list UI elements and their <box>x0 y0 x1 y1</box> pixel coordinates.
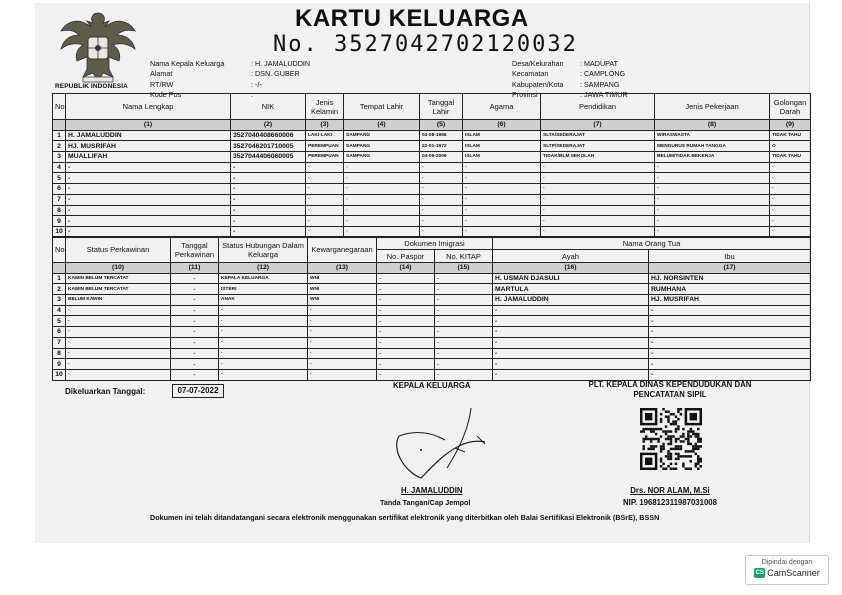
table-cell: - <box>66 359 171 370</box>
table-row <box>53 327 811 338</box>
table-cell: - <box>655 184 770 195</box>
signature-label: Tanda Tangan/Cap Jempol <box>380 498 471 507</box>
table-row <box>53 216 811 227</box>
table-cell: 6 <box>53 327 66 338</box>
table-row <box>53 194 811 205</box>
table-cell: 5 <box>53 173 66 184</box>
col-header-nik: NIK <box>231 94 306 120</box>
table-cell: - <box>463 173 541 184</box>
table-cell: WNI <box>308 273 377 284</box>
table-cell: (12) <box>219 263 308 274</box>
table-cell: - <box>344 226 420 237</box>
table-cell: 5 <box>53 316 66 327</box>
table-cell: - <box>493 348 649 359</box>
col-header-no: No <box>53 237 66 263</box>
family-card-document <box>35 3 810 543</box>
index-row <box>53 263 811 274</box>
table-cell: - <box>463 216 541 227</box>
table-cell: 1 <box>53 130 66 141</box>
table-cell: (1) <box>66 120 231 131</box>
table-cell: - <box>219 369 308 380</box>
table-cell: - <box>649 305 811 316</box>
table-cell: - <box>344 194 420 205</box>
table-row <box>53 184 811 195</box>
table-cell: - <box>463 184 541 195</box>
table-cell: - <box>306 194 344 205</box>
table-cell: SLTP/SEDERAJAT <box>541 141 655 152</box>
info-value: : SAMPANG <box>580 79 620 89</box>
table-cell: - <box>66 337 171 348</box>
table-cell: - <box>655 194 770 205</box>
signature-icon <box>385 406 515 486</box>
qr-code-icon <box>640 408 702 470</box>
table-cell: - <box>541 194 655 205</box>
table-cell: 6 <box>53 184 66 195</box>
table-cell: - <box>649 369 811 380</box>
table-cell: - <box>493 305 649 316</box>
table-cell: - <box>435 273 493 284</box>
table-cell: (14) <box>377 263 435 274</box>
table-cell: 10 <box>53 226 66 237</box>
table-cell: KAWIN BELUM TERCATAT <box>66 273 171 284</box>
table-cell: - <box>770 162 811 173</box>
info-label: Nama Kepala Keluarga <box>150 59 225 68</box>
table-cell: - <box>649 348 811 359</box>
table-cell: - <box>770 194 811 205</box>
info-value: : MADUPAT <box>580 59 619 68</box>
table-cell: (16) <box>493 263 649 274</box>
document-title: KARTU KELUARGA <box>295 5 529 32</box>
camscanner-watermark <box>745 555 829 585</box>
col-header-ibu: Ibu <box>649 250 811 263</box>
table-row <box>53 162 811 173</box>
info-label: Kabupaten/Kota <box>512 79 564 89</box>
table-cell: - <box>377 284 435 295</box>
table-cell: - <box>649 316 811 327</box>
official-nip: NIP. 196812311987031008 <box>623 498 717 507</box>
table-cell: 3 <box>53 295 66 306</box>
table-cell: - <box>66 173 231 184</box>
col-header-status-hubungan: Status Hubungan Dalam Keluarga <box>219 237 308 263</box>
table-cell: - <box>306 162 344 173</box>
info-value: : -/- <box>251 79 262 89</box>
table-cell: HJ. NORSINTEN <box>649 273 811 284</box>
table-cell: SLTA/SEDERAJAT <box>541 130 655 141</box>
table-cell: - <box>649 327 811 338</box>
table-cell: (13) <box>308 263 377 274</box>
table-cell: (15) <box>435 263 493 274</box>
table-cell: (6) <box>463 120 541 131</box>
table-cell: O <box>770 141 811 152</box>
table-cell: - <box>463 194 541 205</box>
table-cell: TIDAK TAHU <box>770 152 811 163</box>
table-cell: - <box>493 369 649 380</box>
table-row <box>53 359 811 370</box>
table-cell: BELUM KAWIN <box>66 295 171 306</box>
col-header-golongan-darah: Golongan Darah <box>770 94 811 120</box>
table-cell: - <box>377 295 435 306</box>
table-cell: - <box>655 226 770 237</box>
table-cell: - <box>493 327 649 338</box>
table-cell: - <box>435 284 493 295</box>
table-cell: 7 <box>53 337 66 348</box>
table-cell: - <box>231 226 306 237</box>
table-cell: - <box>171 284 219 295</box>
info-value: : CAMPLONG <box>580 69 626 79</box>
table-cell: - <box>541 226 655 237</box>
table-cell: - <box>420 162 463 173</box>
table-cell: (10) <box>66 263 171 274</box>
table-row <box>53 348 811 359</box>
table-row <box>53 295 811 306</box>
table-cell: - <box>66 184 231 195</box>
table-cell: - <box>231 162 306 173</box>
col-header-ayah: Ayah <box>493 250 649 263</box>
table-cell: - <box>344 184 420 195</box>
table-cell: - <box>219 337 308 348</box>
watermark-brand <box>746 568 828 578</box>
table-cell: - <box>219 359 308 370</box>
col-header-paspor: No. Paspor <box>377 250 435 263</box>
table-cell: - <box>463 226 541 237</box>
table-cell: 3527040408660006 <box>231 130 306 141</box>
table-cell: 7 <box>53 194 66 205</box>
table-cell: - <box>66 205 231 216</box>
table-cell: - <box>377 337 435 348</box>
table-cell: - <box>171 295 219 306</box>
table-cell: - <box>171 369 219 380</box>
table-cell: - <box>231 205 306 216</box>
info-label: Alamat <box>150 69 173 79</box>
table-cell: H. JAMALUDDIN <box>66 130 231 141</box>
table-cell: MARTULA <box>493 284 649 295</box>
table-cell <box>53 263 66 274</box>
official-name: Drs. NOR ALAM, M.Si <box>630 486 710 495</box>
table-cell: 22-01-1972 <box>420 141 463 152</box>
table-cell: - <box>171 305 219 316</box>
table-cell: - <box>344 216 420 227</box>
col-header-dokumen-imigrasi: Dokumen Imigrasi <box>377 237 493 250</box>
table-cell: TIDAK/BLM SEKOLAH <box>541 152 655 163</box>
table-row <box>53 316 811 327</box>
table-cell: ANAK <box>219 295 308 306</box>
table-row <box>53 305 811 316</box>
table-cell: - <box>66 327 171 338</box>
table-cell: - <box>308 337 377 348</box>
table-cell: - <box>420 216 463 227</box>
table-cell: - <box>171 327 219 338</box>
table-cell: 2 <box>53 141 66 152</box>
table-cell: - <box>377 369 435 380</box>
table-cell: 1 <box>53 273 66 284</box>
table-cell: - <box>306 173 344 184</box>
table-cell: SAMPANG <box>344 141 420 152</box>
info-value: : JAWA TIMUR <box>580 89 628 99</box>
table-cell: HJ. MUSRIFAH <box>649 295 811 306</box>
table-cell: - <box>377 359 435 370</box>
table-cell: 4 <box>53 305 66 316</box>
table-cell: - <box>541 184 655 195</box>
table-cell: 9 <box>53 359 66 370</box>
table-cell: (4) <box>344 120 420 131</box>
table-cell: ISLAM <box>463 152 541 163</box>
table-row <box>53 273 811 284</box>
table-cell: (17) <box>649 263 811 274</box>
table-cell: 3527046201710005 <box>231 141 306 152</box>
col-header-agama: Agama <box>463 94 541 120</box>
table-cell: PEREMPUAN <box>306 141 344 152</box>
table-cell: 2 <box>53 284 66 295</box>
table-cell: - <box>171 359 219 370</box>
table-cell: - <box>541 205 655 216</box>
table-cell: - <box>463 162 541 173</box>
table-row <box>53 130 811 141</box>
col-header-tanggal-perkawinan: Tanggal Perkawinan <box>171 237 219 263</box>
index-row <box>53 120 811 131</box>
table-cell: - <box>231 184 306 195</box>
table-cell: 4 <box>53 162 66 173</box>
table-cell: RUMHANA <box>649 284 811 295</box>
table-cell: - <box>649 359 811 370</box>
table-cell: - <box>420 184 463 195</box>
card-number: No. 3527042702120032 <box>273 32 578 57</box>
col-header-no: No <box>53 94 66 120</box>
table-cell: 8 <box>53 348 66 359</box>
table-cell: - <box>231 216 306 227</box>
camscanner-logo-icon: CS <box>755 570 764 576</box>
col-header-tanggal-lahir: Tanggal Lahir <box>420 94 463 120</box>
table-row <box>53 152 811 163</box>
table-cell: (5) <box>420 120 463 131</box>
issued-label: Dikeluarkan Tanggal: <box>65 387 146 396</box>
table-cell: (7) <box>541 120 655 131</box>
table-cell: - <box>435 348 493 359</box>
table-cell: - <box>420 194 463 205</box>
table-cell <box>53 120 66 131</box>
official-title: PLT. KEPALA DINAS KEPENDUDUKAN DAN PENCATATAN SIPIL <box>588 380 752 399</box>
watermark-line1: Dipindai dengan <box>761 559 813 566</box>
table-cell: - <box>655 205 770 216</box>
table-cell: (3) <box>306 120 344 131</box>
table-cell: - <box>231 194 306 205</box>
info-label: Provinsi <box>512 89 538 99</box>
table-cell: - <box>171 316 219 327</box>
table-cell: - <box>344 173 420 184</box>
table-cell: - <box>435 337 493 348</box>
table-cell: - <box>420 226 463 237</box>
table-cell: SAMPANG <box>344 130 420 141</box>
table-cell: WNI <box>308 295 377 306</box>
table-cell: WIRASWASTA <box>655 130 770 141</box>
table-cell: - <box>420 205 463 216</box>
table-cell: - <box>308 316 377 327</box>
table-cell: KAWIN BELUM TERCATAT <box>66 284 171 295</box>
table-cell: BELUM/TIDAK BEKERJA <box>655 152 770 163</box>
table-cell: 8 <box>53 205 66 216</box>
table-cell: 10 <box>53 369 66 380</box>
table-cell: - <box>219 305 308 316</box>
table-cell: - <box>377 273 435 284</box>
table-cell: 04-08-1966 <box>420 130 463 141</box>
table-cell: (9) <box>770 120 811 131</box>
table-cell: - <box>541 173 655 184</box>
table-cell: - <box>770 216 811 227</box>
table-cell: H. USMAN DJASULI <box>493 273 649 284</box>
table-cell: - <box>655 162 770 173</box>
col-header-tempat-lahir: Tempat Lahir <box>344 94 420 120</box>
info-label: Kecamatan <box>512 69 549 79</box>
table-cell: - <box>435 359 493 370</box>
table-cell: - <box>306 184 344 195</box>
info-label: Desa/Kelurahan <box>512 59 564 68</box>
table-cell: - <box>66 162 231 173</box>
table-cell: - <box>66 369 171 380</box>
table-cell: MENGURUS RUMAH TANGGA <box>655 141 770 152</box>
table-cell: ISTERI <box>219 284 308 295</box>
table-cell: - <box>435 305 493 316</box>
table-cell: - <box>219 316 308 327</box>
table-cell: - <box>420 173 463 184</box>
table-cell: (11) <box>171 263 219 274</box>
table-cell: - <box>770 184 811 195</box>
table-cell: TIDAK TAHU <box>770 130 811 141</box>
watermark-line2: CamScanner <box>767 568 820 578</box>
col-header-pendidikan: Pendidikan <box>541 94 655 120</box>
republic-label: REPUBLIK INDONESIA <box>55 83 128 90</box>
table-cell: HJ. MUSRIFAH <box>66 141 231 152</box>
col-header-jenis-kelamin: Jenis Kelamin <box>306 94 344 120</box>
table-cell: - <box>377 348 435 359</box>
table-row <box>53 141 811 152</box>
col-header-kewarganegaraan: Kewarganegaraan <box>308 237 377 263</box>
table-cell: - <box>66 216 231 227</box>
info-value: : H. JAMALUDDIN <box>251 59 311 68</box>
table-cell: (8) <box>655 120 770 131</box>
table-cell: - <box>308 369 377 380</box>
table-row <box>53 284 811 295</box>
table-cell: - <box>493 337 649 348</box>
table-row <box>53 173 811 184</box>
col-header-kitap: No. KITAP <box>435 250 493 263</box>
table-row <box>53 369 811 380</box>
table-cell: - <box>66 305 171 316</box>
electronic-signature-note: Dokumen ini telah ditandatangani secara elektronik menggunakan sertifikat elektronik yang diterbitkan oleh Balai Sertifikasi Elektronik (BSrE), BSSN <box>150 513 660 522</box>
table-cell: - <box>306 216 344 227</box>
table-row <box>53 337 811 348</box>
col-header-nama: Nama Lengkap <box>66 94 231 120</box>
info-value: : DSN. GUBER <box>251 69 300 79</box>
table-cell: - <box>306 205 344 216</box>
table-cell: (2) <box>231 120 306 131</box>
family-head-title: KEPALA KELUARGA <box>393 381 471 390</box>
col-header-pekerjaan: Jenis Pekerjaan <box>655 94 770 120</box>
table-cell: 9 <box>53 216 66 227</box>
table-cell: - <box>308 327 377 338</box>
table-cell: - <box>770 205 811 216</box>
table-cell: PEREMPUAN <box>306 152 344 163</box>
table-cell: - <box>655 216 770 227</box>
family-head-name: H. JAMALUDDIN <box>401 486 463 495</box>
table-cell: - <box>770 173 811 184</box>
table-cell: KEPALA KELUARGA <box>219 273 308 284</box>
table-cell: LAKI-LAKI <box>306 130 344 141</box>
table-cell: - <box>435 316 493 327</box>
table-cell: - <box>171 348 219 359</box>
table-cell: MUALLIFAH <box>66 152 231 163</box>
table-cell: - <box>66 226 231 237</box>
table-cell: - <box>493 359 649 370</box>
info-value: : <box>251 89 253 99</box>
table-cell: - <box>171 273 219 284</box>
table-cell: - <box>541 216 655 227</box>
table-cell: - <box>219 327 308 338</box>
table-cell: - <box>231 173 306 184</box>
official-signature-block <box>605 485 735 509</box>
table-cell: ISLAM <box>463 130 541 141</box>
table-cell: - <box>493 316 649 327</box>
table-cell: - <box>344 205 420 216</box>
table-row <box>53 205 811 216</box>
table-cell: 04-06-2006 <box>420 152 463 163</box>
table-cell: - <box>219 348 308 359</box>
table-cell: 3527044406060005 <box>231 152 306 163</box>
table-cell: - <box>435 327 493 338</box>
table-cell: - <box>308 305 377 316</box>
table-cell: - <box>770 226 811 237</box>
table-cell: - <box>306 226 344 237</box>
table-cell: - <box>435 295 493 306</box>
issued-date: 07-07-2022 <box>172 384 224 398</box>
table-cell: - <box>308 359 377 370</box>
table-cell: - <box>435 369 493 380</box>
table-cell: - <box>377 327 435 338</box>
table-cell: WNI <box>308 284 377 295</box>
table-cell: ISLAM <box>463 141 541 152</box>
table-cell: - <box>66 348 171 359</box>
table-cell: SAMPANG <box>344 152 420 163</box>
table-cell: - <box>377 305 435 316</box>
table-cell: - <box>655 173 770 184</box>
table-cell: - <box>463 205 541 216</box>
table-cell: - <box>66 316 171 327</box>
info-label: Kode Pos <box>150 89 182 99</box>
col-header-orang-tua: Nama Orang Tua <box>493 237 811 250</box>
table-cell: - <box>377 316 435 327</box>
garuda-emblem-icon <box>57 7 139 87</box>
family-members-table <box>52 89 811 238</box>
table-cell: 3 <box>53 152 66 163</box>
col-header-status-perkawinan: Status Perkawinan <box>66 237 171 263</box>
family-status-table <box>52 236 811 381</box>
table-cell: - <box>541 162 655 173</box>
table-cell: H. JAMALUDDIN <box>493 295 649 306</box>
table-cell: - <box>649 337 811 348</box>
table-cell: - <box>344 162 420 173</box>
table-cell: - <box>66 194 231 205</box>
table-cell: - <box>171 337 219 348</box>
info-label: RT/RW <box>150 79 174 89</box>
table-cell: - <box>308 348 377 359</box>
